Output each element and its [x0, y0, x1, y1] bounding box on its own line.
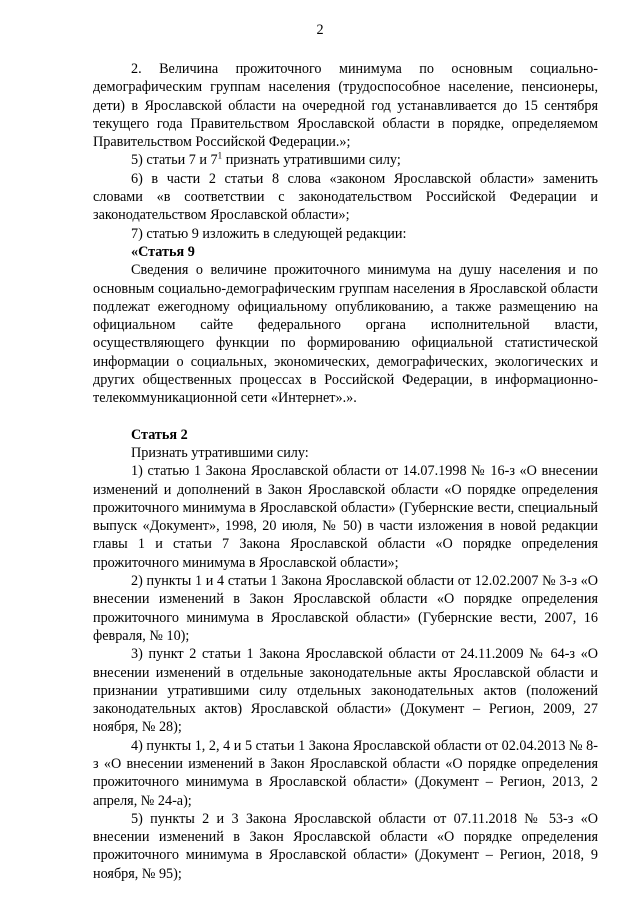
article-9-heading: «Статья 9: [131, 243, 195, 260]
amendment-item-5-text-b: признать утратившими силу;: [222, 152, 401, 169]
amendment-item-6: 6) в части 2 статьи 8 слова «законом Ярославской области» заменить словами «в соответствии с законодательством Российской Федерации и законодательством Ярославской области»;: [93, 170, 598, 224]
amendment-item-5-text-a: 5) статьи 7 и 7: [131, 152, 218, 169]
article-2-item-5: 5) пункты 2 и 3 Закона Ярославской области от 07.11.2018 № 53-з «О внесении изменений в Закон Ярославской области «О порядке определения прожиточного минимума в Ярославской области» (Документ – Регион, 2018, 9 ноября, № 95);: [93, 810, 598, 882]
article-2-item-1: 1) статью 1 Закона Ярославской области от 14.07.1998 № 16-з «О внесении изменений и дополнений в Закон Ярославской области «О порядке определения прожиточного минимума в Ярославской области» (Губернские вести, специальный выпуск «Документ», 1998, 20 июля, № 50) в части изложения в новой редакции главы 1 и статьи 7 Закона Ярославской области «О порядке определения прожиточного минимума в Ярославской области»;: [93, 463, 598, 571]
article-2-item-3: 3) пункт 2 статьи 1 Закона Ярославской области от 24.11.2009 № 64-з «О внесении изменений в отдельные законодательные акты Ярославской области и признании утратившими силу отдельных законодательных актов (положений законодательных актов) Ярославской области» (Документ – Регион, 2009, 27 ноября, № 28);: [93, 646, 598, 736]
amendment-item-7: 7) статью 9 изложить в следующей редакции:: [131, 225, 407, 242]
article-2-intro: Признать утратившими силу:: [131, 444, 309, 461]
amendment-paragraph-2: 2. Величина прожиточного минимума по основным социально-демографическим группам населения (трудоспособное население, пенсионеры, дети) в Ярославской области на очередной год устанавливается до 15 сентября текущего года Правительством Ярославской области в порядке, определяемом Правительством Российской Федерации.»;: [93, 61, 598, 151]
article-2-heading: Статья 2: [131, 426, 188, 443]
article-9-text: Сведения о величине прожиточного минимума на душу населения и по основным социально-демографическим группам населения в Ярославской области подлежат ежегодному официальному опубликованию, а также размещению на официальном сайте федерального органа исполнительной власти, осуществляющего функции по формированию официальной статистической информации о социальных, экономических, демографических, экологических и других общественных процессах в Российской Федерации, в информационно-телекоммуникационной сети «Интернет».».: [93, 262, 598, 407]
article-2-item-2: 2) пункты 1 и 4 статьи 1 Закона Ярославской области от 12.02.2007 № 3-з «О внесении изменений в Закон Ярославской области «О порядке определения прожиточного минимума в Ярославской области» (Губернские вести, 2007, 16 февраля, № 10);: [93, 573, 598, 644]
amendment-item-5: [93, 151, 598, 169]
document-body: [93, 22, 598, 883]
page-number: 2: [316, 22, 324, 38]
article-2-item-4: 4) пункты 1, 2, 4 и 5 статьи 1 Закона Ярославской области от 02.04.2013 № 8-з «О внесении изменений в Закон Ярославской области «О порядке определения прожиточного минимума в Ярославской области» (Документ – Регион, 2013, 2 апреля, № 24-а);: [93, 737, 598, 809]
superscript: 1: [217, 150, 223, 161]
section-gap: [93, 408, 598, 426]
